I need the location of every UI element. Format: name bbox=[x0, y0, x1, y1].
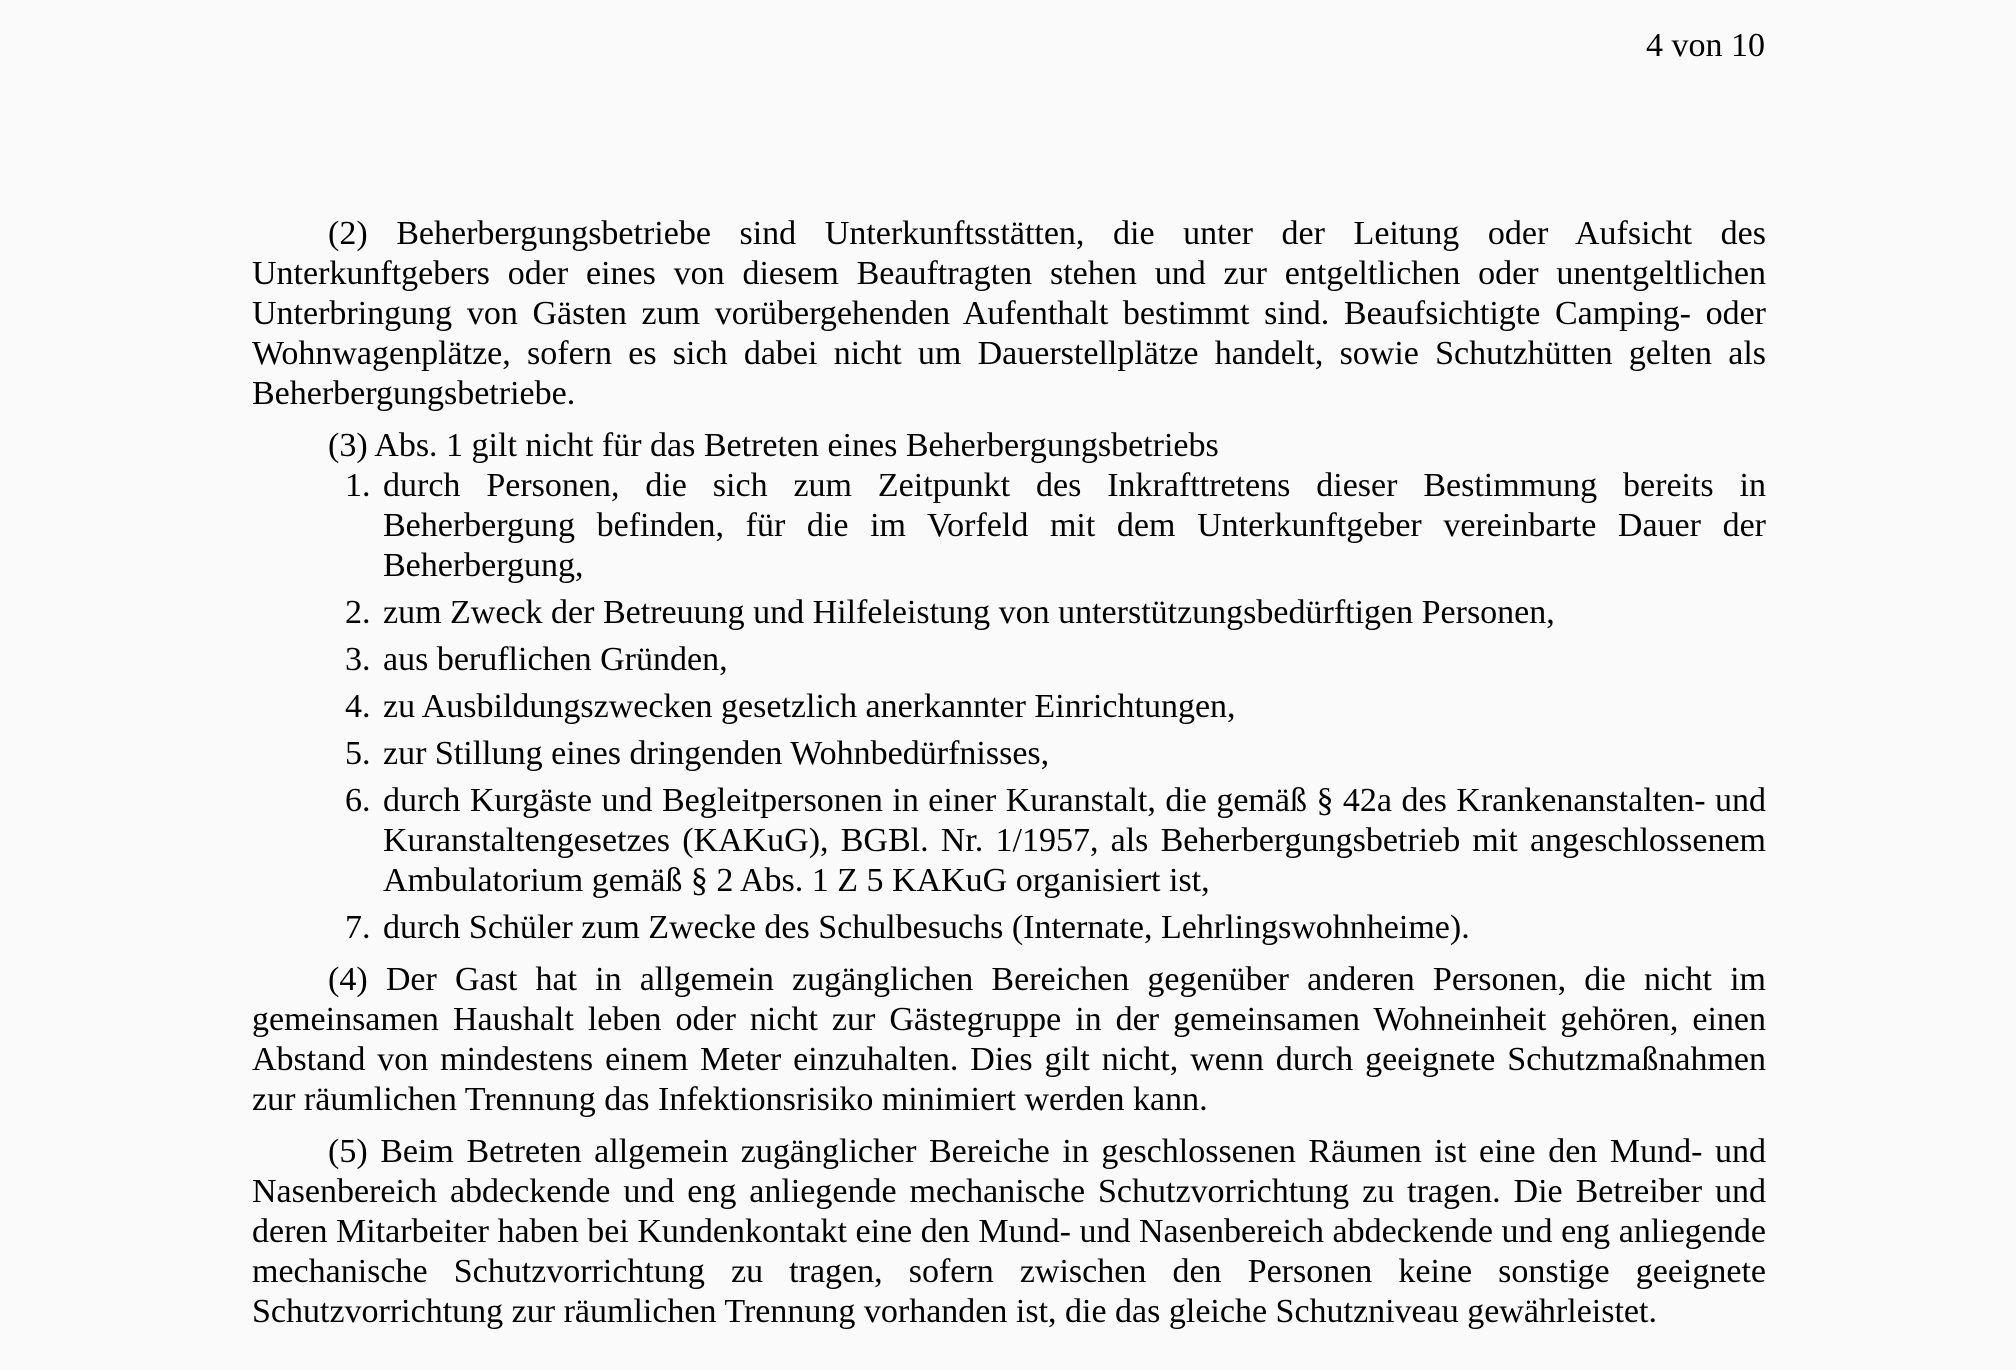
list-item bbox=[252, 908, 1766, 948]
list-item bbox=[252, 781, 1766, 901]
list-item-text: durch Personen, die sich zum Zeitpunkt des Inkrafttretens dieser Bestimmung bereits in Beherbergung befinden, für die im Vorfeld mit dem Unterkunftgeber vereinbarte Dauer der Beherbergung, bbox=[383, 467, 1766, 584]
list-item-marker: 1. bbox=[345, 467, 371, 504]
list-item-text: aus beruflichen Gründen, bbox=[383, 641, 728, 678]
list-item-marker: 5. bbox=[345, 735, 371, 772]
list-item bbox=[252, 687, 1766, 727]
list-item-text: durch Kurgäste und Begleitpersonen in einer Kuranstalt, die gemäß § 42a des Krankenanstalten- und Kuranstaltengesetzes (KAKuG), BGBl. Nr. 1/1957, als Beherbergungsbetrieb mit angeschlossenem Ambulatorium gemäß § 2 Abs. 1 Z 5 KAKuG organisiert ist, bbox=[383, 782, 1766, 899]
document-body bbox=[252, 214, 1766, 1332]
list-item-text: durch Schüler zum Zwecke des Schulbesuchs (Internate, Lehrlingswohnheime). bbox=[383, 909, 1470, 946]
list-item-text: zur Stillung eines dringenden Wohnbedürfnisses, bbox=[383, 735, 1050, 772]
paragraph-abs-2: (2) Beherbergungsbetriebe sind Unterkunftsstätten, die unter der Leitung oder Aufsicht des Unterkunftgebers oder eines von diesem Beauftragten stehen und zur entgeltlichen oder unentgeltlichen Unterbringung von Gästen zum vorübergehenden Aufenthalt bestimmt sind. Beaufsichtigte Camping- oder Wohnwagenplätze, sofern es sich dabei nicht um Dauerstellplätze handelt, sowie Schutzhütten gelten als Beherbergungsbetriebe. bbox=[252, 215, 1766, 412]
paragraph-abs-4: (4) Der Gast hat in allgemein zugänglichen Bereichen gegenüber anderen Personen, die nicht im gemeinsamen Haushalt leben oder nicht zur Gästegruppe in der gemeinsamen Wohneinheit gehören, einen Abstand von mindestens einem Meter einzuhalten. Dies gilt nicht, wenn durch geeignete Schutzmaßnahmen zur räumlichen Trennung das Infektionsrisiko minimiert werden kann. bbox=[252, 961, 1766, 1118]
paragraph-abs-5: (5) Beim Betreten allgemein zugänglicher Bereiche in geschlossenen Räumen ist eine den Mund- und Nasenbereich abdeckende und eng anliegende mechanische Schutzvorrichtung zu tragen. Die Betreiber und deren Mitarbeiter haben bei Kundenkontakt eine den Mund- und Nasenbereich abdeckende und eng anliegende mechanische Schutzvorrichtung zu tragen, sofern zwischen den Personen keine sonstige geeignete Schutzvorrichtung zur räumlichen Trennung vorhanden ist, die das gleiche Schutzniveau gewährleistet. bbox=[252, 1133, 1766, 1330]
list-item bbox=[252, 640, 1766, 680]
list-item bbox=[252, 734, 1766, 774]
list-item-text: zum Zweck der Betreuung und Hilfeleistung von unterstützungsbedürftigen Personen, bbox=[383, 594, 1555, 631]
list-item bbox=[252, 593, 1766, 633]
paragraph-abs-3-intro: (3) Abs. 1 gilt nicht für das Betreten eines Beherbergungsbetriebs bbox=[328, 427, 1219, 464]
list-item-marker: 6. bbox=[345, 782, 371, 819]
abs-3-exception-list bbox=[252, 466, 1766, 948]
list-item-marker: 7. bbox=[345, 909, 371, 946]
list-item-marker: 2. bbox=[345, 594, 371, 631]
list-item-text: zu Ausbildungszwecken gesetzlich anerkannter Einrichtungen, bbox=[383, 688, 1236, 725]
list-item bbox=[252, 466, 1766, 586]
list-item-marker: 3. bbox=[345, 641, 371, 678]
page-number: 4 von 10 bbox=[1646, 27, 1765, 64]
list-item-marker: 4. bbox=[345, 688, 371, 725]
